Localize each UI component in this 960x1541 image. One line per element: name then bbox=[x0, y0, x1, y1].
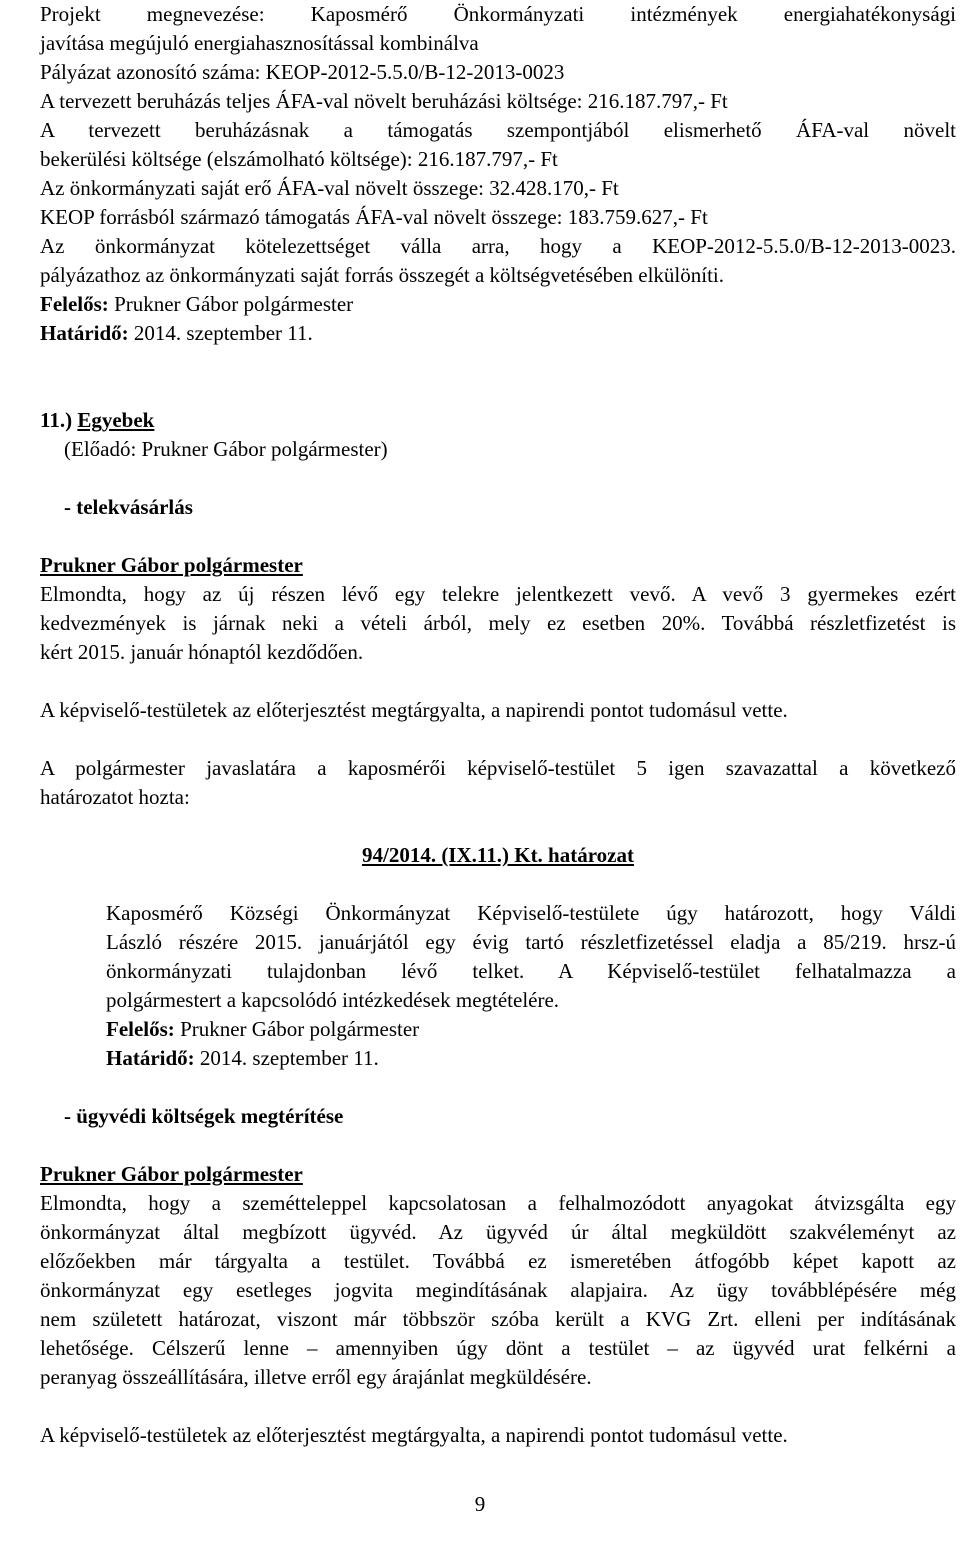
project-line: A tervezett beruházásnak a támogatás szempontjából elismerhető ÁFA-val növelt bbox=[40, 118, 956, 142]
deadline-label: Határidő: bbox=[40, 321, 129, 345]
subsection-heading: - ügyvédi költségek megtérítése bbox=[64, 1104, 344, 1128]
deadline-line bbox=[40, 319, 956, 348]
document-page bbox=[40, 0, 956, 1450]
deadline-value: 2014. szeptember 11. bbox=[194, 1046, 379, 1070]
body-line: önkormányzat által megbízott ügyvéd. Az ügyvéd úr által megküldött szakvéleményt az bbox=[40, 1220, 956, 1244]
body-line: Elmondta, hogy a szeméttelep​pel kapcsolatosan a felhalmozódott anyagokat átvizsgálta egy bbox=[40, 1191, 956, 1215]
deadline-label: Határidő: bbox=[106, 1046, 195, 1070]
discussed-statement: A képviselő-testületek az előterjesztést megtárgyalta, a napirendi pontot tudomásul vette. bbox=[40, 698, 788, 722]
subsection-heading: - telekvásárlás bbox=[64, 495, 193, 519]
speaker-name: Prukner Gábor polgármester bbox=[40, 553, 303, 577]
responsible-label: Felelős: bbox=[40, 292, 109, 316]
resolution-line: polgármestert a kapcsolódó intézkedések megtételére. bbox=[106, 988, 560, 1012]
body-line: lehetősége. Célszerű lenne – amennyiben úgy dönt a testület – az ügyvéd urat felkérni a bbox=[40, 1336, 956, 1360]
body-line: előzőekben már tárgyalta a testület. Továbbá ez ismeretében átfogóbb képet kapott az bbox=[40, 1249, 956, 1273]
body-line: Elmondta, hogy az új részen lévő egy telekre jelentkezett vevő. A vevő 3 gyermekes ezért bbox=[40, 582, 956, 606]
project-line: pályázathoz az önkormányzati saját forrás összegét a költségvetésében elkülöníti. bbox=[40, 263, 724, 287]
responsible-label: Felelős: bbox=[106, 1017, 175, 1041]
deadline-value: 2014. szeptember 11. bbox=[128, 321, 313, 345]
project-details bbox=[40, 0, 956, 348]
page-number: 9 bbox=[474, 1492, 486, 1516]
project-line: Az önkormányzati saját erő ÁFA-val növelt összege: 32.428.170,- Ft bbox=[40, 176, 619, 200]
project-line: A tervezett beruházás teljes ÁFA-val növelt beruházási költsége: 216.187.797,- Ft bbox=[40, 89, 728, 113]
resolution-line: Kaposmérő Községi Önkormányzat Képviselő-testülete úgy határozott, hogy Váldi bbox=[106, 901, 956, 925]
resolution-body bbox=[106, 899, 956, 1073]
section-title: Egyebek bbox=[77, 408, 155, 432]
responsible-line bbox=[106, 1015, 956, 1044]
project-line: Pályázat azonosító száma: KEOP-2012-5.5.0/B-12-2013-0023 bbox=[40, 60, 565, 84]
responsible-value: Prukner Gábor polgármester bbox=[108, 292, 354, 316]
project-line: bekerülési költsége (elszámolható költsége): 216.187.797,- Ft bbox=[40, 147, 558, 171]
section-number: 11.) bbox=[40, 408, 73, 432]
deadline-line bbox=[106, 1044, 956, 1073]
project-line: KEOP forrásból származó támogatás ÁFA-val növelt összege: 183.759.627,- Ft bbox=[40, 205, 708, 229]
section-presenter: (Előadó: Prukner Gábor polgármester) bbox=[64, 437, 388, 461]
resolution-line: önkormányzati tulajdonban lévő telket. A Képviselő-testület felhatalmazza a bbox=[106, 959, 956, 983]
project-line: javítása megújuló energiahasznosítással kombinálva bbox=[40, 31, 479, 55]
resolution-title: 94/2014. (IX.11.) Kt. határozat bbox=[361, 843, 634, 867]
discussed-statement: A képviselő-testületek az előterjesztést megtárgyalta, a napirendi pontot tudomásul vette. bbox=[40, 1423, 788, 1447]
body-line: peranyag összeállítására, illetve erről egy árajánlat megküldésére. bbox=[40, 1365, 592, 1389]
vote-line: A polgármester javaslatára a kaposmérői képviselő-testület 5 igen szavazattal a következő bbox=[40, 756, 956, 780]
responsible-value: Prukner Gábor polgármester bbox=[174, 1017, 420, 1041]
body-line: önkormányzat egy esetleges jogvita megindításának alapjaira. Az ügy továbblépésére még bbox=[40, 1278, 956, 1302]
project-line: Projekt megnevezése: Kaposmérő Önkormányzati intézmények energiahatékonysági bbox=[40, 2, 956, 26]
body-line: nem született határozat, viszont már többször szóba került a KVG Zrt. elleni per indításának bbox=[40, 1307, 956, 1331]
resolution-line: László részére 2015. januárjától egy évig tartó részletfizetéssel eladja a 85/219. hrsz-ú bbox=[106, 930, 956, 954]
speaker-name: Prukner Gábor polgármester bbox=[40, 1162, 303, 1186]
body-line: kedvezmények is járnak neki a vételi árból, mely ez esetben 20%. Továbbá részletfizetést is bbox=[40, 611, 956, 635]
responsible-line bbox=[40, 290, 956, 319]
vote-line: határozatot hozta: bbox=[40, 785, 190, 809]
project-line: Az önkormányzat kötelezettséget válla arra, hogy a KEOP-2012-5.5.0/B-12-2013-0023. bbox=[40, 234, 956, 258]
body-line: kért 2015. január hónaptól kezdődően. bbox=[40, 640, 364, 664]
section-heading bbox=[40, 406, 956, 435]
